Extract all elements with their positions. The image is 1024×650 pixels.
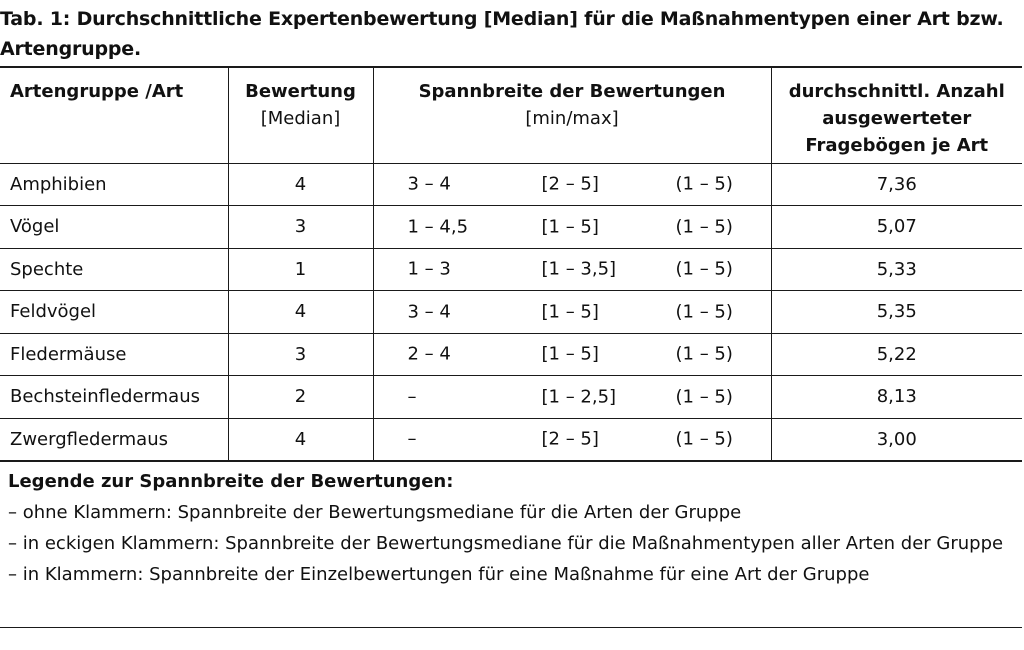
cell-range [373,163,771,206]
cell-rating: 3 [228,333,373,376]
cell-group: Bechsteinfledermaus [0,376,228,419]
range-round: (1 – 5) [675,258,733,280]
legend-bottom-rule [0,627,1022,628]
header-range-sub: [min/max] [525,108,619,129]
cell-count: 8,13 [771,376,1022,419]
header-range: Spannbreite der Bewertungen [min/max] [373,67,771,163]
range-plain: 2 – 4 [407,343,451,365]
cell-group: Vögel [0,206,228,249]
table-header-row [0,67,1022,163]
range-round: (1 – 5) [675,343,733,365]
cell-rating: 4 [228,291,373,334]
table-row [0,376,1022,419]
header-rating-sub: [Median] [260,108,341,129]
legend-title: Legende zur Spannbreite der Bewertungen: [8,471,454,492]
cell-range [373,248,771,291]
header-count: durchschnittl. Anzahl ausgewerteter Fragebögen je Art [771,67,1022,163]
table-row [0,333,1022,376]
cell-rating: 3 [228,206,373,249]
range-square: [1 – 5] [541,343,599,365]
range-square: [1 – 2,5] [541,386,617,408]
cell-group: Feldvögel [0,291,228,334]
cell-range [373,291,771,334]
header-group: Artengruppe /Art [0,67,228,163]
legend-item: – ohne Klammern: Spannbreite der Bewertungsmediane für die Arten der Gruppe [8,502,742,523]
cell-count: 5,33 [771,248,1022,291]
cell-range [373,333,771,376]
cell-range [373,376,771,419]
ratings-table [0,66,1022,462]
table-row [0,206,1022,249]
range-square: [1 – 5] [541,216,599,238]
cell-rating: 4 [228,163,373,206]
cell-count: 5,22 [771,333,1022,376]
table-caption: Tab. 1: Durchschnittliche Expertenbewertung [Median] für die Maßnahmentypen einer Art bzw. Artengruppe. [0,8,1004,60]
cell-group: Fledermäuse [0,333,228,376]
cell-range [373,418,771,461]
range-square: [1 – 3,5] [541,258,617,280]
range-round: (1 – 5) [675,173,733,195]
range-square: [2 – 5] [541,428,599,450]
cell-range [373,206,771,249]
range-plain: – [407,386,417,408]
range-plain: 3 – 4 [407,301,451,323]
table-row [0,418,1022,461]
cell-count: 7,36 [771,163,1022,206]
range-round: (1 – 5) [675,301,733,323]
range-plain: 1 – 4,5 [407,216,469,238]
cell-group: Zwergfledermaus [0,418,228,461]
range-round: (1 – 5) [675,428,733,450]
table-body [0,163,1022,461]
cell-rating: 4 [228,418,373,461]
cell-group: Amphibien [0,163,228,206]
range-plain: – [407,428,417,450]
cell-count: 5,35 [771,291,1022,334]
legend-item: – in eckigen Klammern: Spannbreite der Bewertungsmediane für die Maßnahmentypen aller Arten der Gruppe [8,533,1004,554]
cell-group: Spechte [0,248,228,291]
range-plain: 1 – 3 [407,258,451,280]
range-round: (1 – 5) [675,386,733,408]
table-row [0,248,1022,291]
cell-count: 3,00 [771,418,1022,461]
table-row [0,291,1022,334]
legend-item: – in Klammern: Spannbreite der Einzelbewertungen für eine Maßnahme für eine Art der Gruppe [8,564,870,585]
cell-count: 5,07 [771,206,1022,249]
range-round: (1 – 5) [675,216,733,238]
range-square: [1 – 5] [541,301,599,323]
cell-rating: 1 [228,248,373,291]
header-rating: Bewertung [Median] [228,67,373,163]
table-row [0,163,1022,206]
range-plain: 3 – 4 [407,173,451,195]
range-square: [2 – 5] [541,173,599,195]
cell-rating: 2 [228,376,373,419]
legend [8,466,1018,590]
